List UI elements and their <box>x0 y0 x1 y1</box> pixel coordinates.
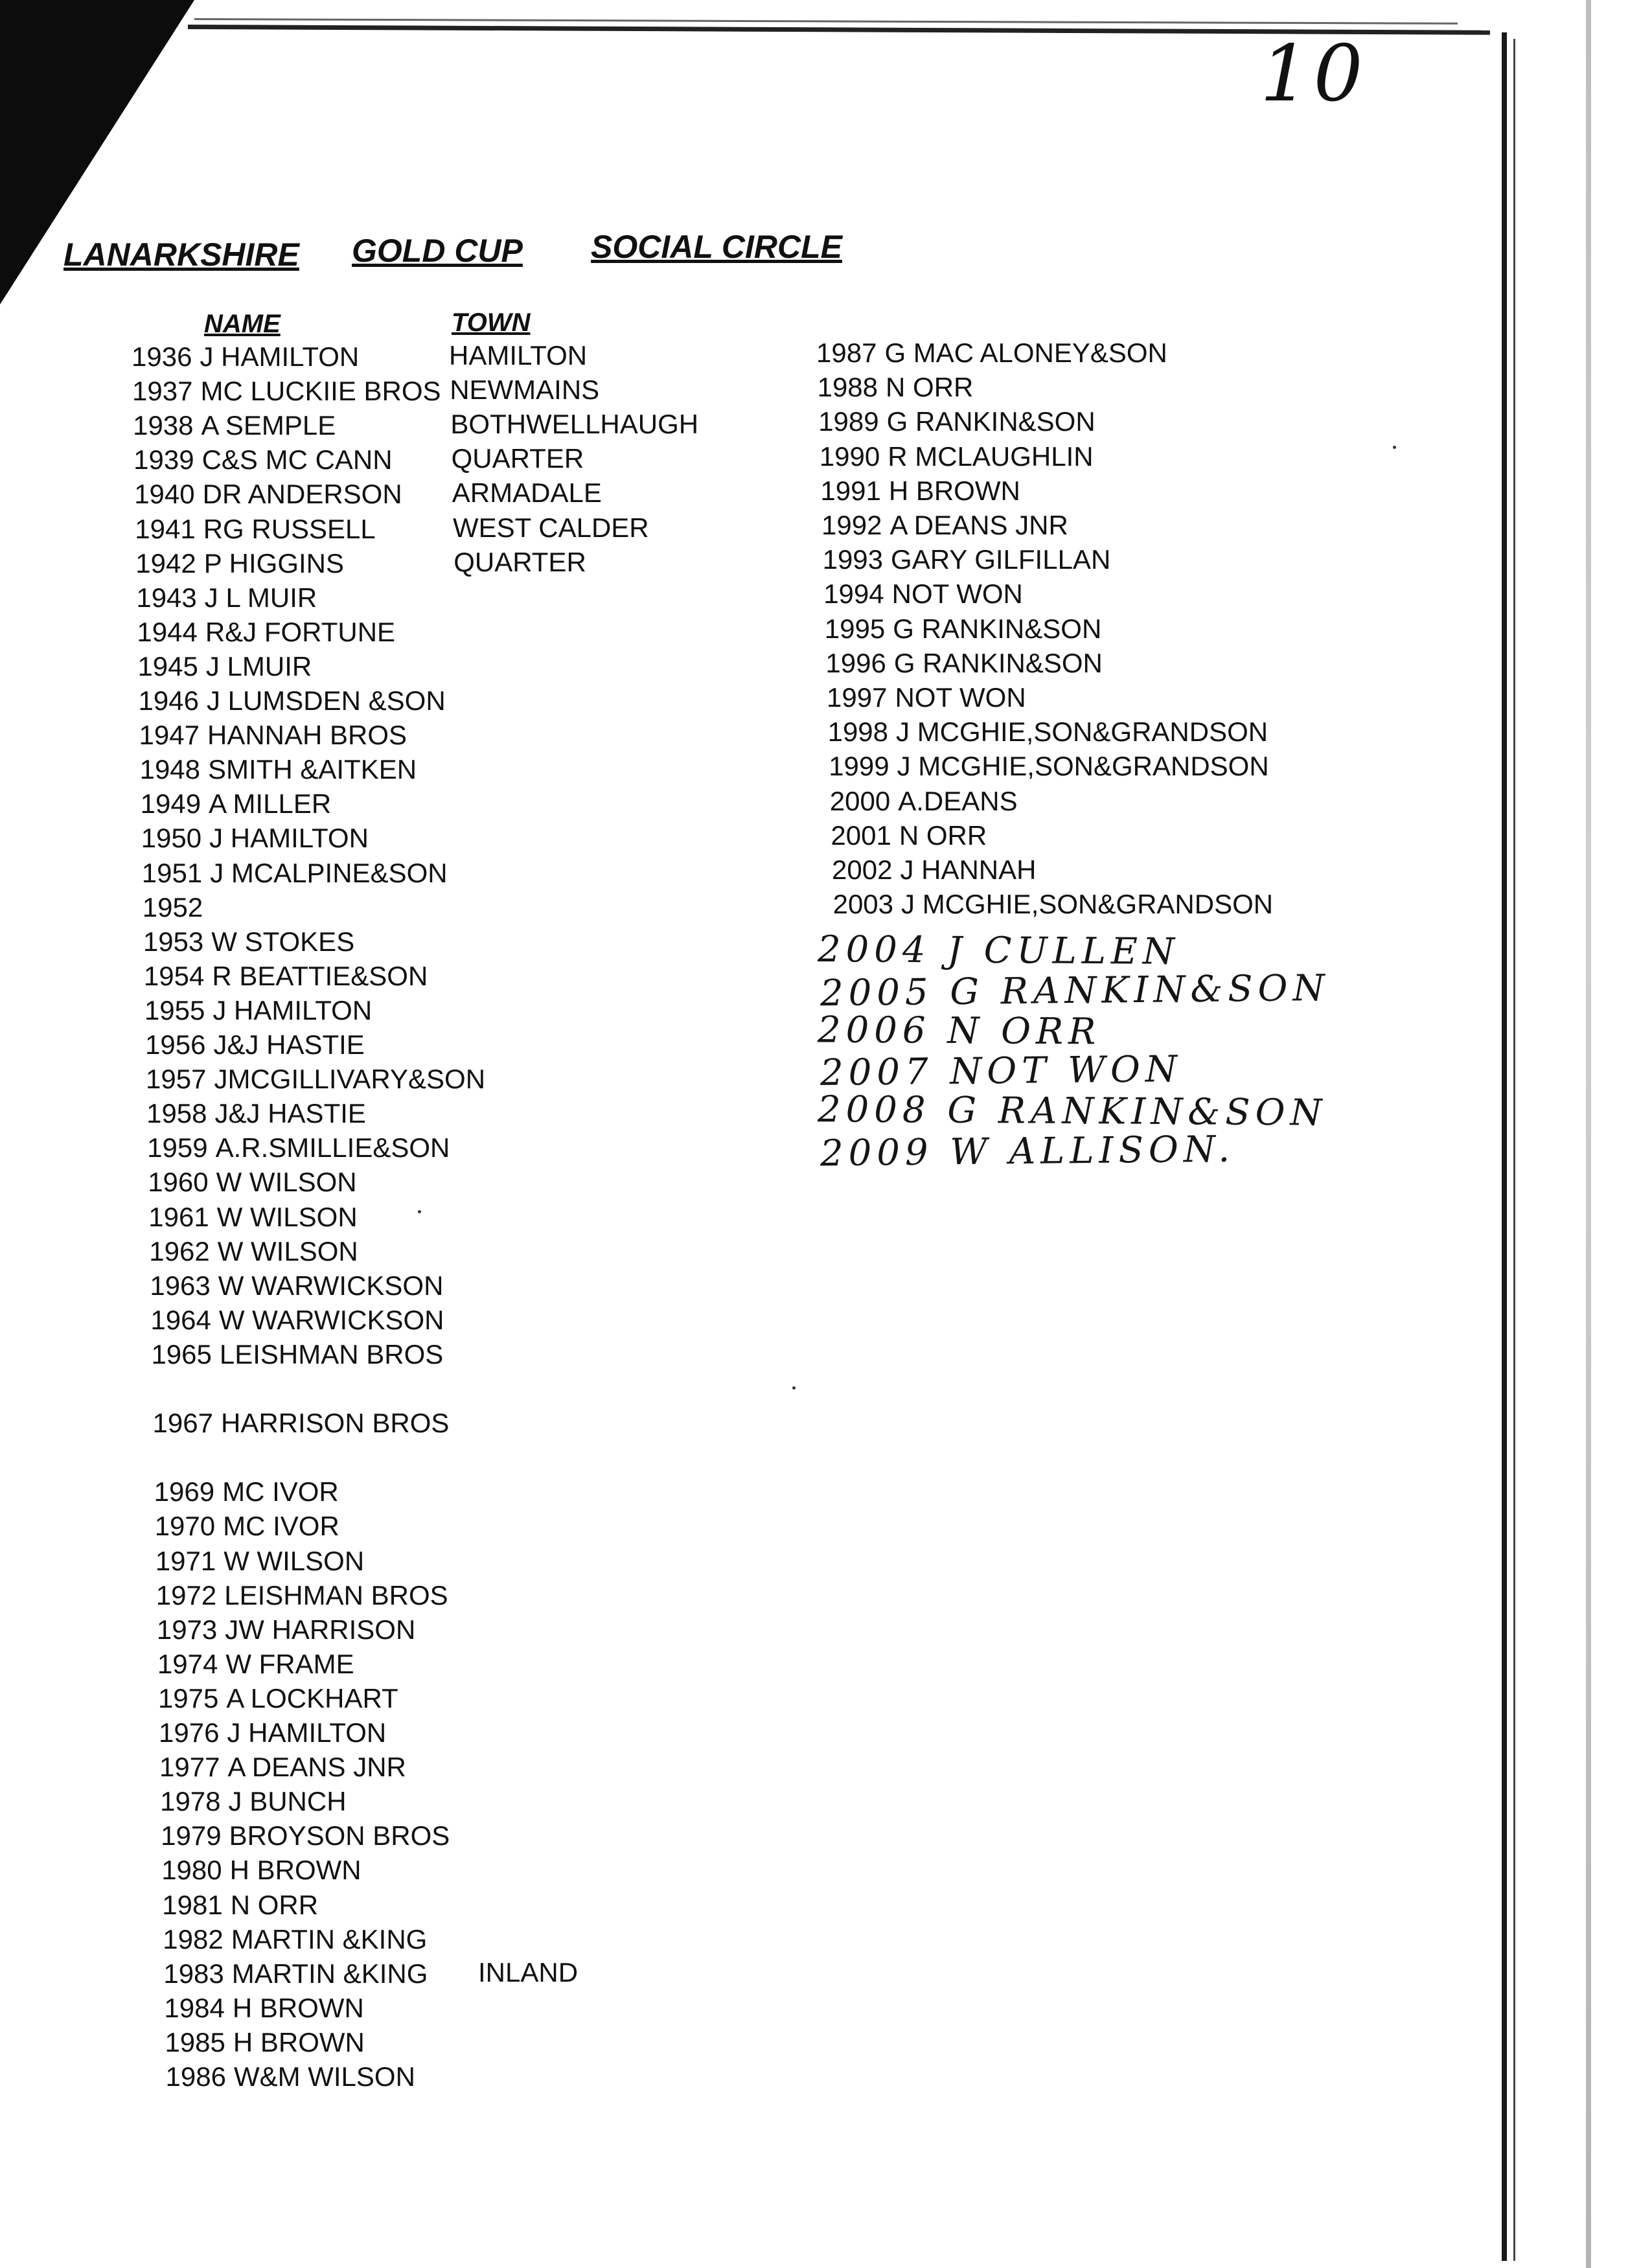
entry-name: HARRISON BROS <box>220 1408 450 1439</box>
entry-year: 1999 <box>829 751 889 782</box>
entry-year: 1982 <box>163 1923 224 1954</box>
entry-year: 1954 <box>143 960 205 991</box>
winner-entry <box>155 1545 365 1576</box>
entry-year: 1979 <box>161 1820 222 1851</box>
entry-year: 1974 <box>157 1648 218 1679</box>
entry-town: BOTHWELLHAUGH <box>450 409 699 440</box>
entry-name: W WILSON <box>224 1545 365 1576</box>
entry-name: J HANNAH <box>900 854 1037 885</box>
winner-entry <box>160 1788 346 1815</box>
winner-entry <box>148 1201 358 1232</box>
entry-name: MARTIN &KING <box>231 1923 428 1954</box>
entry-year: 1953 <box>143 926 204 957</box>
entry-year: 1938 <box>133 410 194 441</box>
winner-entry <box>157 1682 398 1713</box>
winner-entry <box>147 1134 450 1162</box>
winner-entry <box>141 790 332 818</box>
entry-year: 1961 <box>148 1201 209 1232</box>
winner-entry <box>145 1031 365 1059</box>
entry-year: 1988 <box>817 372 878 403</box>
winner-entry <box>163 1960 428 1987</box>
winner-entry <box>821 512 1068 539</box>
entry-town: INLAND <box>478 1956 579 1987</box>
entry-name: A DEANS JNR <box>227 1752 406 1783</box>
entry-name: MARTIN &KING <box>231 1958 428 1989</box>
entry-year: 1944 <box>137 616 198 647</box>
entry-name: H BROWN <box>229 1855 361 1886</box>
winner-entry <box>150 1272 443 1300</box>
winner-entry <box>161 1822 450 1850</box>
winner-entry <box>823 580 1023 608</box>
winner-entry <box>827 684 1026 711</box>
entry-name: C&S MC CANN <box>201 444 393 475</box>
entry-year: 1956 <box>145 1029 206 1060</box>
entry-year: 2002 <box>832 854 893 885</box>
entry-name: J MCGHIE,SON&GRANDSON <box>901 889 1274 920</box>
winner-entry <box>820 443 1094 470</box>
entry-year: 1940 <box>134 479 195 510</box>
entry-name: DR ANDERSON <box>202 479 402 510</box>
winner-entry <box>135 513 376 544</box>
entry-year: 1959 <box>147 1132 208 1163</box>
winner-entry <box>157 1616 415 1644</box>
entry-name: RG RUSSELL <box>203 513 376 544</box>
handwritten-entry: 2009 W ALLISON. <box>820 1128 1235 1175</box>
entry-year: 2000 <box>829 785 891 816</box>
entry-year: 1978 <box>160 1786 221 1817</box>
winner-entry <box>134 481 402 508</box>
winner-entry <box>150 1304 444 1335</box>
winner-entry <box>161 1857 361 1884</box>
winner-entry <box>146 1066 485 1093</box>
entry-year: 1993 <box>822 544 884 575</box>
entry-year: 1955 <box>144 994 205 1025</box>
winner-entry <box>165 2026 365 2057</box>
winner-entry <box>825 647 1103 678</box>
entry-year: 1998 <box>827 716 889 748</box>
entry-town: ARMADALE <box>452 477 602 509</box>
winner-entry <box>818 374 974 401</box>
handwritten-entry: 2005 G RANKIN&SON <box>820 967 1330 1015</box>
entry-year: 1995 <box>824 613 886 644</box>
entry-year: 1958 <box>146 1098 207 1129</box>
entry-name: P HIGGINS <box>203 547 345 578</box>
winner-entry <box>818 408 1096 435</box>
scan-margin-noise <box>1586 0 1591 2268</box>
entry-name: A.DEANS <box>898 785 1018 816</box>
entry-name: LEISHMAN BROS <box>224 1579 448 1610</box>
entry-year: 1952 <box>142 891 203 922</box>
handwritten-entry: 2008 G RANKIN&SON <box>817 1088 1327 1134</box>
entry-town: NEWMAINS <box>450 374 600 406</box>
entry-year: 1957 <box>146 1064 207 1095</box>
entry-year: 1986 <box>165 2061 226 2092</box>
entry-year: 1983 <box>163 1958 224 1989</box>
winner-entry <box>155 1513 339 1540</box>
winner-entry <box>816 339 1167 367</box>
entry-name: W FRAME <box>225 1648 354 1679</box>
winner-entry <box>149 1235 358 1266</box>
winner-entry <box>153 1410 450 1437</box>
entry-name: MC IVOR <box>223 1511 339 1542</box>
entry-name: J MCGHIE,SON&GRANDSON <box>896 716 1268 748</box>
entry-year: 1990 <box>819 441 880 472</box>
entry-year: 1987 <box>816 338 877 368</box>
winner-entry <box>137 650 312 682</box>
entry-year: 1981 <box>162 1889 223 1920</box>
entry-name: J&J HASTIE <box>214 1098 366 1129</box>
entry-town: HAMILTON <box>449 340 588 371</box>
entry-name: H BROWN <box>233 2026 365 2057</box>
winner-entry <box>163 1923 428 1954</box>
entry-year: 2003 <box>832 889 894 920</box>
entry-year: 1970 <box>154 1511 216 1542</box>
column-header-town: TOWN <box>452 308 531 337</box>
winner-entry <box>141 857 448 888</box>
entry-name: A DEANS JNR <box>889 510 1068 540</box>
winner-entry <box>132 343 359 371</box>
entry-year: 1967 <box>152 1408 213 1439</box>
entry-year: 1996 <box>825 647 886 678</box>
title-county: LANARKSHIRE <box>63 236 299 273</box>
winner-entry <box>828 718 1268 746</box>
winner-entry <box>133 412 336 439</box>
scan-speck <box>1393 446 1396 449</box>
entry-year: 1975 <box>157 1682 219 1713</box>
entry-year: 1977 <box>159 1752 220 1783</box>
entry-name: MC IVOR <box>222 1476 339 1507</box>
entry-name: NOT WON <box>895 682 1026 713</box>
entry-name: A LOCKHART <box>226 1682 398 1713</box>
entry-year: 1939 <box>133 444 194 475</box>
winner-entry <box>139 722 407 749</box>
entry-name: GARY GILFILLAN <box>891 544 1111 575</box>
page-right-edge-inner <box>1513 39 1515 2261</box>
entry-year: 1971 <box>155 1545 216 1576</box>
winner-entry <box>831 819 987 851</box>
winner-entry <box>135 547 345 578</box>
entry-name: J HAMILTON <box>212 994 373 1025</box>
winner-entry <box>166 2063 415 2090</box>
entry-name: W WILSON <box>217 1235 358 1266</box>
entry-name: N ORR <box>899 819 987 851</box>
entry-name: G RANKIN&SON <box>893 647 1103 678</box>
page-number: 10 <box>1260 29 1367 119</box>
entry-town: QUARTER <box>451 443 584 474</box>
entry-name: W WARWICKSON <box>218 1304 444 1335</box>
winner-entry <box>820 477 1020 505</box>
winner-entry <box>159 1754 406 1781</box>
entry-name: MC LUCKIIE BROS <box>200 376 441 407</box>
winner-entry <box>159 1719 386 1747</box>
column-header-name: NAME <box>204 310 281 338</box>
entry-name: R&J FORTUNE <box>205 616 396 647</box>
entry-name: NOT WON <box>891 578 1023 610</box>
entry-name: N ORR <box>230 1889 319 1920</box>
entry-name: J MCGHIE,SON&GRANDSON <box>897 751 1269 782</box>
entry-year: 1980 <box>161 1855 222 1886</box>
winner-entry <box>142 891 211 922</box>
entry-year: 1951 <box>141 857 203 888</box>
entry-year: 1989 <box>818 406 879 437</box>
entry-year: 1973 <box>156 1614 218 1645</box>
winner-entry <box>148 1169 356 1196</box>
entry-name: W&M WILSON <box>233 2061 415 2092</box>
entry-year: 1949 <box>140 788 201 819</box>
entry-year: 1948 <box>139 754 201 785</box>
entry-year: 1985 <box>165 2026 225 2057</box>
entry-name: A MILLER <box>209 788 332 819</box>
entry-name: G MAC ALONEY&SON <box>884 338 1167 368</box>
winner-entry <box>139 687 446 715</box>
entry-year: 1991 <box>820 475 881 506</box>
winner-entry <box>825 615 1102 643</box>
winner-entry <box>143 928 354 956</box>
entry-name: R MCLAUGHLIN <box>888 441 1094 472</box>
winner-entry <box>155 1579 448 1610</box>
title-circle: SOCIAL CIRCLE <box>591 229 842 265</box>
winner-entry <box>154 1478 339 1506</box>
page-right-edge <box>1502 32 1507 2261</box>
entry-name: J HAMILTON <box>227 1717 387 1748</box>
entry-name: H BROWN <box>888 475 1020 506</box>
entry-name: G RANKIN&SON <box>886 406 1096 437</box>
winner-entry <box>832 856 1036 884</box>
handwritten-entry: 2004 J CULLEN <box>817 928 1180 973</box>
entry-name: JW HARRISON <box>225 1614 416 1645</box>
winner-entry <box>140 756 417 783</box>
entry-year: 2001 <box>831 819 891 851</box>
entry-name: H BROWN <box>232 1992 364 2023</box>
entry-year: 1994 <box>823 578 884 610</box>
winner-entry <box>157 1648 354 1679</box>
winner-entry <box>829 753 1269 780</box>
winner-entry <box>146 1100 366 1127</box>
winner-entry <box>151 1338 444 1369</box>
entry-year: 1997 <box>827 682 888 713</box>
entry-name: G RANKIN&SON <box>893 613 1102 644</box>
entry-year: 1972 <box>155 1579 217 1610</box>
winner-entry <box>143 960 428 991</box>
entry-name: J LUMSDEN &SON <box>206 685 446 716</box>
entry-year: 1964 <box>150 1304 211 1335</box>
entry-name: J&J HASTIE <box>213 1029 365 1060</box>
winner-entry <box>133 446 392 474</box>
entry-year: 1969 <box>154 1476 215 1507</box>
entry-name: LEISHMAN BROS <box>219 1338 444 1369</box>
entry-year: 1962 <box>149 1235 210 1266</box>
entry-name: A.R.SMILLIE&SON <box>215 1132 450 1163</box>
scan-speck <box>418 1210 421 1213</box>
winner-entry <box>833 891 1274 918</box>
entry-name: BROYSON BROS <box>229 1820 450 1851</box>
winner-entry <box>141 825 369 852</box>
entry-name: W WARWICKSON <box>218 1270 444 1301</box>
entry-name: J BUNCH <box>228 1786 347 1817</box>
title-trophy: GOLD CUP <box>352 233 523 269</box>
winner-entry <box>132 378 441 405</box>
entry-name: J L MUIR <box>204 582 317 613</box>
page-edge-line <box>194 18 1458 25</box>
entry-year: 1937 <box>132 376 193 407</box>
entry-year: 1984 <box>164 1992 225 2023</box>
entry-name: J HAMILTON <box>200 341 360 372</box>
entry-year: 1936 <box>132 341 192 372</box>
entry-year: 1965 <box>151 1338 212 1369</box>
entry-year: 1941 <box>135 513 196 544</box>
entry-name: W STOKES <box>211 926 355 957</box>
entry-name: W WILSON <box>216 1167 357 1198</box>
winner-entry <box>144 994 373 1025</box>
entry-year: 1976 <box>159 1717 220 1748</box>
entry-name: J MCALPINE&SON <box>210 857 448 888</box>
entry-year: 1945 <box>137 650 198 682</box>
winner-entry <box>162 1889 319 1920</box>
entry-name: JMCGILLIVARY&SON <box>214 1064 486 1095</box>
entry-name: SMITH &AITKEN <box>208 754 417 785</box>
entry-year: 1946 <box>138 685 199 716</box>
scan-speck <box>792 1386 796 1390</box>
entry-year: 1992 <box>821 510 882 540</box>
entry-year: 1950 <box>141 823 202 854</box>
entry-name: J LMUIR <box>205 650 312 682</box>
entry-name: R BEATTIE&SON <box>212 960 428 991</box>
handwritten-entry: 2007 NOT WON <box>820 1048 1183 1094</box>
handwritten-entry: 2006 N ORR <box>817 1009 1101 1053</box>
entry-town: WEST CALDER <box>453 512 649 543</box>
entry-year: 1943 <box>136 582 197 613</box>
entry-year: 1942 <box>135 547 196 578</box>
entry-name: A SEMPLE <box>201 410 336 441</box>
entry-town: QUARTER <box>453 546 586 577</box>
entry-year: 1947 <box>139 720 200 751</box>
winner-entry <box>137 616 396 647</box>
winner-entry <box>164 1992 364 2023</box>
winner-entry <box>136 584 317 612</box>
entry-name: HANNAH BROS <box>207 720 407 751</box>
winner-entry <box>823 546 1111 573</box>
winner-entry <box>829 785 1018 816</box>
entry-name: J HAMILTON <box>209 823 369 854</box>
entry-name: N ORR <box>886 372 974 403</box>
entry-year: 1963 <box>150 1270 211 1301</box>
entry-year: 1960 <box>148 1167 209 1198</box>
entry-name: W WILSON <box>216 1201 358 1232</box>
